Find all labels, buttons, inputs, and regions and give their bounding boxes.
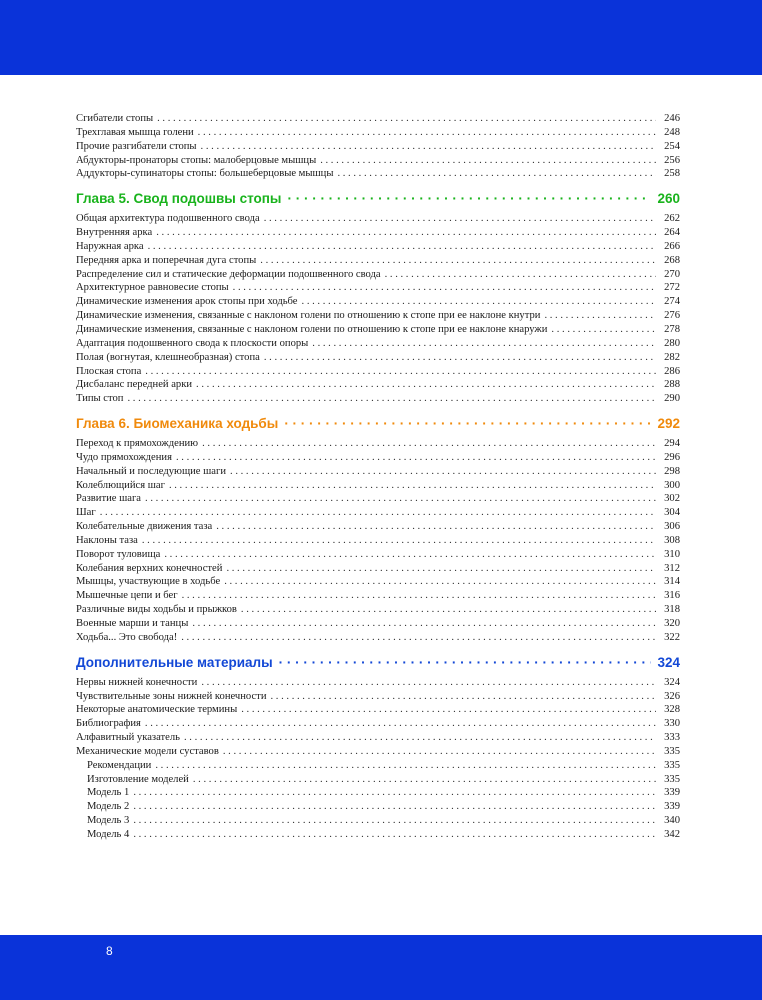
toc-entry-title: Полая (вогнутая, клешнеобразная) стопа [76,351,260,363]
toc-entry[interactable] [76,506,680,520]
toc-entry-page: 335 [664,773,680,785]
leader-dots [312,337,656,351]
leader-dots [385,268,656,282]
toc-entry-page: 304 [664,507,680,519]
toc-entry-page: 302 [664,493,680,505]
leader-dots [320,154,656,168]
toc-entry[interactable] [76,717,680,731]
toc-entry-title: Наклоны таза [76,534,138,546]
toc-entry[interactable] [76,309,680,323]
page-number: 8 [106,944,113,958]
toc-entry-title: Нервы нижней конечности [76,676,198,688]
toc-entry-page: 256 [664,154,680,166]
toc-entry[interactable] [76,814,680,828]
toc-entry[interactable] [76,575,680,589]
toc-entry-title: Ходьба... Это свобода! [76,631,178,643]
toc-entry-title: Внутренняя арка [76,227,153,239]
toc-entry[interactable] [76,492,680,506]
toc-entry[interactable] [76,126,680,140]
toc-entry[interactable] [76,226,680,240]
toc-entry-page: 312 [664,562,680,574]
chapter-5-page: 260 [657,191,680,207]
supplement-sub-entries [76,759,680,842]
toc-entry[interactable] [76,465,680,479]
toc-entry-title: Колеблющийся шаг [76,479,165,491]
toc-entry-title: Библиография [76,718,141,730]
toc-entry-page: 322 [664,631,680,643]
toc-entry-page: 314 [664,576,680,588]
toc-entry-page: 276 [664,310,680,322]
toc-entry[interactable] [76,631,680,645]
toc-entry-page: 320 [664,618,680,629]
toc-entry-page: 248 [664,126,680,138]
supplement-page: 324 [657,654,680,670]
toc-entry-title: Колебания верхних конечностей [76,562,223,574]
toc-entry-title: Военные марши и танцы [76,618,189,629]
toc-entry-page: 310 [664,548,680,560]
toc-entry[interactable] [76,617,680,631]
toc-entry-page: 254 [664,140,680,152]
toc-entry-title: Изготовление моделей [87,773,189,785]
toc-entry[interactable] [76,323,680,337]
leader-dots [202,437,656,451]
leader-dots [337,167,656,181]
leader-dots [271,690,657,704]
toc-entry-page: 326 [664,690,680,702]
toc-entry-page: 342 [664,828,680,840]
toc-entry-page: 288 [664,379,680,391]
toc-entry-title: Динамические изменения, связанные с наклоном голени по отношению к стопе при ее наклоне кнутри [76,310,541,322]
toc-entry[interactable] [76,589,680,603]
toc-entry[interactable] [76,365,680,379]
toc-entry-page: 300 [664,479,680,491]
toc-entry-page: 264 [664,227,680,239]
toc-entry[interactable] [76,154,680,168]
leader-dots [145,492,656,506]
toc-entry-title: Шаг [76,507,96,519]
leader-dots [196,378,656,392]
toc-entry-title: Трехглавая мышца голени [76,126,194,138]
leader-dots [145,365,656,379]
leader-dots [164,548,656,562]
toc-entry[interactable] [76,451,680,465]
toc-entry-page: 335 [664,745,680,757]
leader-dots [224,575,656,589]
toc-entry-page: 339 [664,801,680,813]
toc-entry-title: Колебательные движения таза [76,521,213,533]
toc-entry[interactable] [76,295,680,309]
leader-dots [223,745,656,759]
leader-dots [201,140,656,154]
toc-entry-title: Адаптация подошвенного свода к плоскости опоры [76,337,309,349]
leader-dots [133,786,656,800]
supplement-heading[interactable] [76,655,680,673]
leader-dots [169,479,656,493]
toc-entry-title: Алфавитный указатель [76,732,180,744]
leader-dots [302,295,656,309]
toc-entry[interactable] [76,534,680,548]
leader-dots [145,717,656,731]
toc-entry[interactable] [76,562,680,576]
leader-dots [226,562,656,576]
chapter-5-title: Глава 5. Свод подошвы стопы [76,191,282,207]
toc-entry-title: Типы стоп [76,393,124,405]
toc-entry-page: 340 [664,815,680,827]
toc-entry-page: 286 [664,365,680,377]
toc-entry[interactable] [76,281,680,295]
toc-entry-title: Начальный и последующие шаги [76,465,227,477]
leader-dots [184,731,656,745]
leader-dots [551,323,656,337]
leader-dots [133,828,656,842]
toc-entry-title: Абдукторы-пронаторы стопы: малоберцовые мышцы [76,154,317,166]
toc-entry[interactable] [76,786,680,800]
toc-entry-page: 298 [664,465,680,477]
toc-entry-title: Некоторые анатомические термины [76,704,238,716]
leader-dots [192,617,656,631]
toc-entry[interactable] [76,254,680,268]
leader-dots [216,520,656,534]
leader-dots [264,351,656,365]
toc-entry[interactable] [76,378,680,392]
toc-entry[interactable] [76,690,680,704]
toc-entry[interactable] [76,351,680,365]
toc-entry-page: 306 [664,521,680,533]
toc-entry-title: Общая архитектура подошвенного свода [76,213,260,225]
leader-dots [100,506,656,520]
toc-entry-page: 258 [664,168,680,180]
toc-entry[interactable] [76,759,680,773]
toc-entry-page: 282 [664,351,680,363]
chapter-6-entries [76,437,680,645]
toc-entry-page: 318 [664,604,680,616]
toc-entry-page: 308 [664,534,680,546]
toc-entry-page: 294 [664,438,680,450]
toc-entry-page: 324 [664,676,680,688]
leader-dots [201,676,656,690]
leader-dots [155,759,656,773]
toc-entry-title: Поворот туловища [76,548,161,560]
leader-dots [156,226,656,240]
toc-entry-page: 330 [664,718,680,730]
leader-dots [133,814,656,828]
leader-dots [241,603,656,617]
toc-entry[interactable] [76,268,680,282]
toc-entry-title: Модель 4 [87,828,130,840]
toc-group-muscles [76,112,680,181]
supplement-entries [76,676,680,759]
toc-entry-page: 274 [664,296,680,308]
leader-dots [264,212,656,226]
toc-entry-title: Дисбаланс передней арки [76,379,193,391]
toc-entry-title: Мышечные цепи и бег [76,590,178,602]
leader-dots [260,254,656,268]
toc-entry-title: Архитектурное равновесие стопы [76,282,229,294]
toc-entry-title: Распределение сил и статические деформации подошвенного свода [76,268,381,280]
toc-entry-page: 262 [664,213,680,225]
leader-dots [544,309,656,323]
toc-entry[interactable] [76,800,680,814]
leader-dots [279,655,652,670]
toc-entry-title: Динамические изменения арок стопы при ходьбе [76,296,298,308]
toc-entry-title: Рекомендации [87,759,152,771]
toc-entry-page: 339 [664,787,680,799]
footer-band [0,935,762,1000]
toc-entry[interactable] [76,337,680,351]
toc-entry-page: 316 [664,590,680,602]
table-of-contents [76,112,680,842]
leader-dots [176,451,656,465]
toc-entry[interactable] [76,603,680,617]
leader-dots [287,191,651,206]
toc-entry[interactable] [76,140,680,154]
chapter-6-title: Глава 6. Биомеханика ходьбы [76,416,279,432]
toc-entry-title: Передняя арка и поперечная дуга стопы [76,254,257,266]
toc-entry-page: 266 [664,240,680,252]
toc-entry[interactable] [76,112,680,126]
toc-entry-page: 290 [664,393,680,405]
toc-entry[interactable] [76,828,680,842]
toc-entry[interactable] [76,548,680,562]
leader-dots [241,703,656,717]
leader-dots [182,589,656,603]
leader-dots [198,126,656,140]
toc-entry-title: Аддукторы-супинаторы стопы: большеберцовые мышцы [76,168,334,180]
leader-dots [193,773,656,787]
chapter-5-entries [76,212,680,406]
header-band [0,0,762,75]
supplement-title: Дополнительные материалы [76,654,273,670]
toc-entry-title: Наружная арка [76,240,144,252]
toc-entry-title: Чувствительные зоны нижней конечности [76,690,267,702]
toc-entry[interactable] [76,520,680,534]
toc-entry[interactable] [76,676,680,690]
toc-entry-title: Мышцы, участвующие в ходьбе [76,576,221,588]
chapter-5-heading[interactable] [76,191,680,209]
toc-entry-page: 278 [664,323,680,335]
toc-entry-title: Сгибатели стопы [76,113,154,124]
toc-entry-page: 270 [664,268,680,280]
toc-entry[interactable] [76,212,680,226]
leader-dots [133,800,656,814]
leader-dots [230,465,656,479]
leader-dots [127,392,656,406]
toc-entry[interactable] [76,479,680,493]
toc-entry-page: 246 [664,113,680,124]
toc-entry-title: Развитие шага [76,493,142,505]
toc-entry-title: Модель 2 [87,801,130,813]
toc-entry-title: Чудо прямохождения [76,451,172,463]
toc-entry-page: 296 [664,451,680,463]
toc-entry-title: Переход к прямохождению [76,438,199,450]
toc-entry-page: 333 [664,732,680,744]
toc-entry[interactable] [76,773,680,787]
leader-dots [284,416,651,431]
leader-dots [181,631,656,645]
toc-entry-title: Модель 3 [87,815,130,827]
toc-entry[interactable] [76,392,680,406]
toc-entry-title: Модель 1 [87,787,130,799]
toc-entry-title: Плоская стопа [76,365,142,377]
toc-entry[interactable] [76,167,680,181]
toc-entry-title: Прочие разгибатели стопы [76,140,197,152]
chapter-6-page: 292 [657,416,680,432]
toc-entry-page: 335 [664,759,680,771]
toc-entry[interactable] [76,703,680,717]
leader-dots [148,240,656,254]
leader-dots [142,534,656,548]
toc-entry-title: Механические модели суставов [76,745,219,757]
toc-entry[interactable] [76,745,680,759]
leader-dots [233,281,656,295]
toc-entry[interactable] [76,731,680,745]
toc-entry-page: 280 [664,337,680,349]
toc-entry-page: 268 [664,254,680,266]
toc-entry-title: Динамические изменения, связанные с наклоном голени по отношению к стопе при ее наклоне кнаружи [76,323,548,335]
toc-entry-page: 328 [664,704,680,716]
toc-entry[interactable] [76,437,680,451]
leader-dots [157,112,656,126]
toc-entry-page: 272 [664,282,680,294]
chapter-6-heading[interactable] [76,416,680,434]
toc-entry-title: Различные виды ходьбы и прыжков [76,604,237,616]
toc-entry[interactable] [76,240,680,254]
